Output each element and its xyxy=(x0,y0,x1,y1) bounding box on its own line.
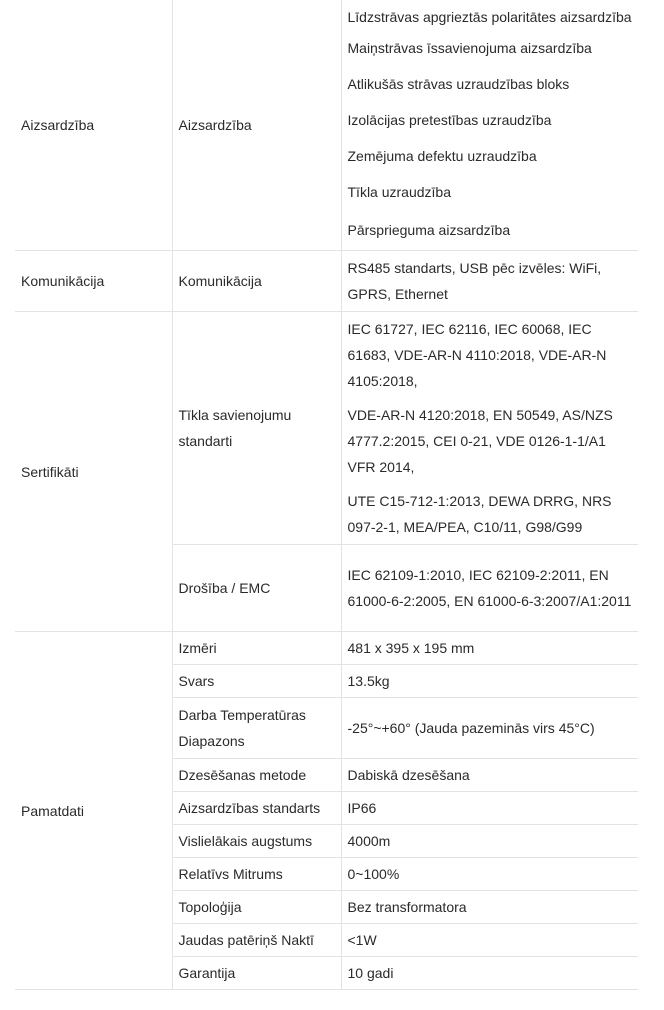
standards-paragraph: UTE C15-712-1:2013, DEWA DRRG, NRS 097-2-1, MEA/PEA, C10/11, G98/G99 xyxy=(347,493,612,535)
value-cell: Pārsprieguma aizsardzība xyxy=(341,210,638,251)
value-cell: 13.5kg xyxy=(341,665,638,698)
table-row xyxy=(15,251,638,312)
table-row xyxy=(15,0,638,30)
value-cell: Izolācijas pretestības uzraudzība xyxy=(341,102,638,138)
value-cell: 4000m xyxy=(341,825,638,858)
label-cell: Aizsardzības standarts xyxy=(172,792,341,825)
value-cell: 481 x 395 x 195 mm xyxy=(341,632,638,665)
category-cell: Sertifikāti xyxy=(15,312,172,632)
category-cell: Pamatdati xyxy=(15,632,172,990)
spec-table xyxy=(15,0,638,990)
value-cell xyxy=(341,312,638,545)
value-cell: RS485 standarts, USB pēc izvēles: WiFi, GPRS, Ethernet xyxy=(341,251,638,312)
value-cell: Bez transformatora xyxy=(341,891,638,924)
category-cell: Komunikācija xyxy=(15,251,172,312)
value-cell: Tīkla uzraudzība xyxy=(341,174,638,210)
value-cell: Zemējuma defektu uzraudzība xyxy=(341,138,638,174)
table-row xyxy=(15,632,638,665)
label-cell: Svars xyxy=(172,665,341,698)
value-cell: 10 gadi xyxy=(341,957,638,990)
value-cell: Maiņstrāvas īssavienojuma aizsardzība xyxy=(341,30,638,66)
subcategory-cell: Komunikācija xyxy=(172,251,341,312)
value-cell: 0~100% xyxy=(341,858,638,891)
subcategory-cell: Aizsardzība xyxy=(172,0,341,251)
value-cell: IEC 62109-1:2010, IEC 62109-2:2011, EN 61000-6-2:2005, EN 61000-6-3:2007/A1:2011 xyxy=(341,545,638,632)
label-cell: Jaudas patēriņš Naktī xyxy=(172,924,341,957)
label-cell: Darba Temperatūras Diapazons xyxy=(172,698,341,759)
value-cell: Dabiskā dzesēšana xyxy=(341,759,638,792)
standards-paragraph: VDE-AR-N 4120:2018, EN 50549, AS/NZS 4777.2:2015, CEI 0-21, VDE 0126-1-1/A1 VFR 2014, xyxy=(347,407,613,475)
label-cell: Relatīvs Mitrums xyxy=(172,858,341,891)
label-cell: Topoloģija xyxy=(172,891,341,924)
category-cell: Aizsardzība xyxy=(15,0,172,251)
label-cell: Garantija xyxy=(172,957,341,990)
value-cell: Atlikušās strāvas uzraudzības bloks xyxy=(341,66,638,102)
subcategory-cell: Tīkla savienojumu standarti xyxy=(172,312,341,545)
subcategory-cell: Drošība / EMC xyxy=(172,545,341,632)
label-cell: Vislielākais augstums xyxy=(172,825,341,858)
label-cell: Izmēri xyxy=(172,632,341,665)
value-cell: -25°~+60° (Jauda pazeminās virs 45°C) xyxy=(341,698,638,759)
value-cell: Līdzstrāvas apgrieztās polaritātes aizsardzība xyxy=(341,0,638,30)
label-cell: Dzesēšanas metode xyxy=(172,759,341,792)
value-cell: <1W xyxy=(341,924,638,957)
table-row xyxy=(15,312,638,545)
standards-paragraph: IEC 61727, IEC 62116, IEC 60068, IEC 61683, VDE-AR-N 4110:2018, VDE-AR-N 4105:2018, xyxy=(347,321,607,389)
value-cell: IP66 xyxy=(341,792,638,825)
